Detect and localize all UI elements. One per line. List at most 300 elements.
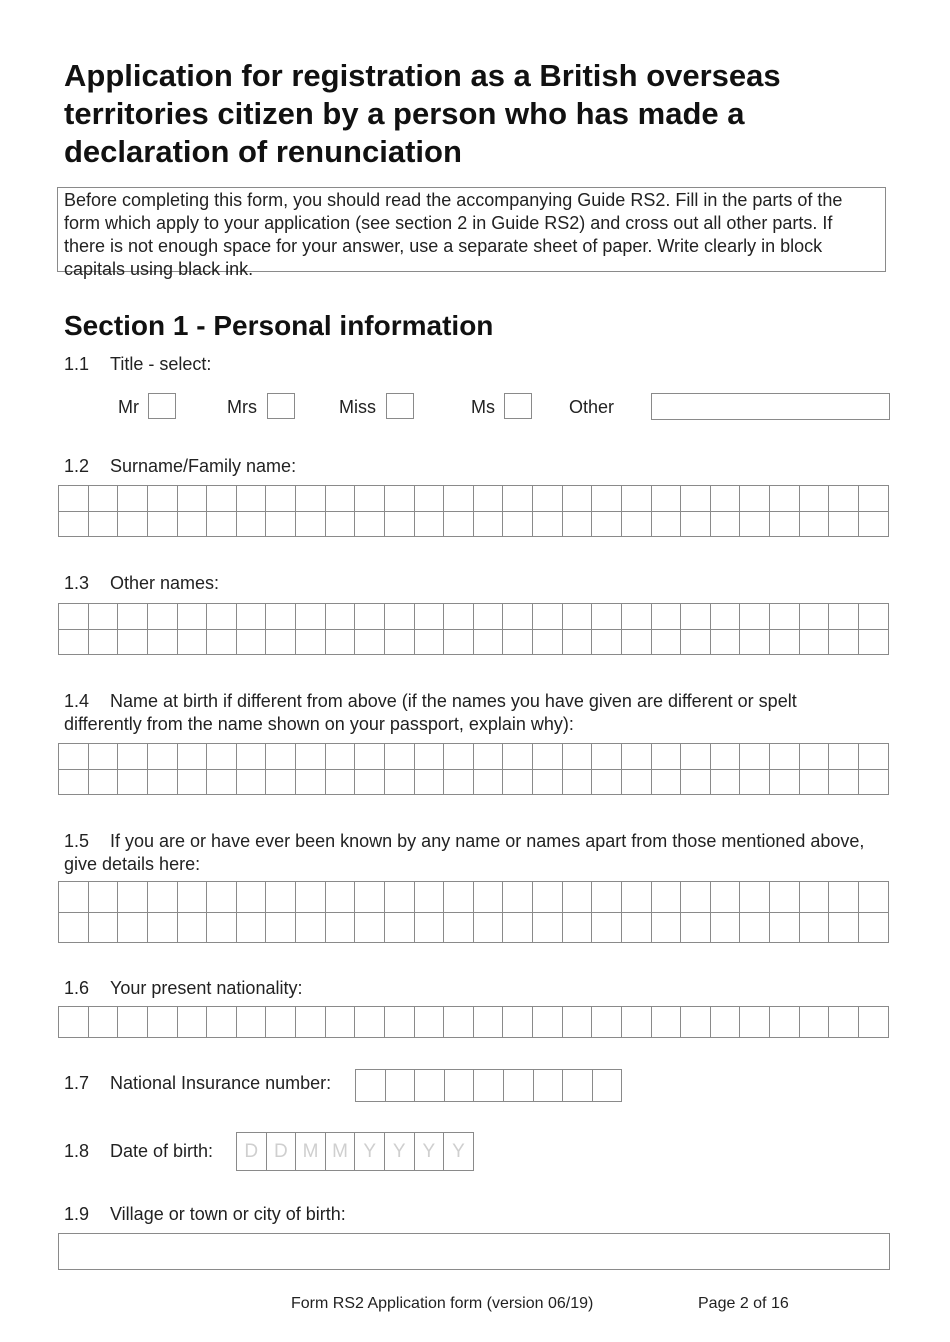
character-box[interactable] (207, 744, 237, 770)
character-box[interactable] (355, 770, 385, 796)
character-box[interactable] (385, 770, 415, 796)
character-box[interactable] (178, 770, 208, 796)
character-box[interactable] (415, 913, 445, 944)
character-box[interactable] (829, 630, 859, 656)
character-box[interactable] (711, 512, 741, 538)
character-box[interactable] (237, 913, 267, 944)
character-box[interactable] (385, 512, 415, 538)
character-box[interactable] (622, 744, 652, 770)
character-box[interactable] (148, 1007, 178, 1038)
dob-day-box[interactable]: D (237, 1133, 267, 1171)
character-box[interactable] (266, 604, 296, 630)
character-box[interactable] (859, 486, 889, 512)
ni-number-box[interactable] (563, 1070, 593, 1102)
character-box[interactable] (681, 630, 711, 656)
character-box[interactable] (148, 486, 178, 512)
character-box[interactable] (237, 486, 267, 512)
character-box[interactable] (533, 630, 563, 656)
character-box[interactable] (237, 512, 267, 538)
character-box[interactable] (859, 512, 889, 538)
character-box[interactable] (266, 913, 296, 944)
character-box[interactable] (89, 486, 119, 512)
character-box[interactable] (326, 1007, 356, 1038)
character-box[interactable] (859, 744, 889, 770)
character-box[interactable] (444, 744, 474, 770)
character-box[interactable] (178, 604, 208, 630)
character-box[interactable] (652, 744, 682, 770)
character-box[interactable] (474, 744, 504, 770)
character-box[interactable] (385, 882, 415, 913)
character-box[interactable] (622, 630, 652, 656)
character-box[interactable] (829, 486, 859, 512)
character-box[interactable] (355, 1007, 385, 1038)
character-box[interactable] (829, 744, 859, 770)
surname-input-grid[interactable] (58, 485, 889, 537)
character-box[interactable] (503, 604, 533, 630)
character-box[interactable] (326, 770, 356, 796)
character-box[interactable] (415, 882, 445, 913)
character-box[interactable] (296, 913, 326, 944)
character-box[interactable] (444, 913, 474, 944)
character-box[interactable] (355, 512, 385, 538)
character-box[interactable] (59, 882, 89, 913)
character-box[interactable] (503, 744, 533, 770)
character-box[interactable] (296, 486, 326, 512)
character-box[interactable] (415, 486, 445, 512)
character-box[interactable] (118, 512, 148, 538)
character-box[interactable] (355, 630, 385, 656)
character-box[interactable] (652, 913, 682, 944)
character-box[interactable] (59, 770, 89, 796)
character-box[interactable] (563, 882, 593, 913)
character-box[interactable] (503, 512, 533, 538)
character-box[interactable] (681, 604, 711, 630)
character-box[interactable] (59, 913, 89, 944)
ni-number-box[interactable] (534, 1070, 564, 1102)
ni-number-input[interactable] (355, 1069, 622, 1102)
character-box[interactable] (770, 913, 800, 944)
character-box[interactable] (711, 744, 741, 770)
ni-number-box[interactable] (386, 1070, 416, 1102)
character-box[interactable] (237, 1007, 267, 1038)
character-box[interactable] (592, 604, 622, 630)
character-box[interactable] (148, 913, 178, 944)
character-box[interactable] (622, 913, 652, 944)
question-number: 1.3 (64, 573, 90, 593)
character-box[interactable] (415, 770, 445, 796)
ni-number-box[interactable] (593, 1070, 623, 1102)
character-box[interactable] (859, 913, 889, 944)
question-number: 1.6 (64, 978, 90, 998)
character-box[interactable] (829, 913, 859, 944)
character-box[interactable] (503, 882, 533, 913)
character-box[interactable] (178, 1007, 208, 1038)
character-box[interactable] (503, 630, 533, 656)
character-box[interactable] (385, 604, 415, 630)
character-box[interactable] (829, 770, 859, 796)
ni-number-box[interactable] (415, 1070, 445, 1102)
character-box[interactable] (118, 882, 148, 913)
character-box[interactable] (474, 486, 504, 512)
character-box[interactable] (237, 604, 267, 630)
place-of-birth-input[interactable] (58, 1233, 890, 1270)
character-box[interactable] (296, 604, 326, 630)
character-box[interactable] (592, 770, 622, 796)
character-box[interactable] (592, 913, 622, 944)
character-box[interactable] (178, 882, 208, 913)
character-box[interactable] (415, 630, 445, 656)
character-box[interactable] (829, 882, 859, 913)
character-box[interactable] (178, 744, 208, 770)
character-box[interactable] (444, 604, 474, 630)
character-box[interactable] (444, 486, 474, 512)
character-box[interactable] (118, 744, 148, 770)
character-box[interactable] (266, 630, 296, 656)
character-box[interactable] (770, 1007, 800, 1038)
character-box[interactable] (266, 770, 296, 796)
dob-day-box[interactable]: D (267, 1133, 297, 1171)
character-box[interactable] (89, 604, 119, 630)
character-box[interactable] (859, 882, 889, 913)
character-box[interactable] (711, 486, 741, 512)
character-box[interactable] (592, 1007, 622, 1038)
character-box[interactable] (592, 882, 622, 913)
character-box[interactable] (178, 512, 208, 538)
character-box[interactable] (444, 630, 474, 656)
character-box[interactable] (770, 744, 800, 770)
character-box[interactable] (415, 604, 445, 630)
title-option-mrs-label: Mrs (227, 397, 257, 417)
dob-month-box[interactable]: M (326, 1133, 356, 1171)
character-box[interactable] (266, 512, 296, 538)
character-box[interactable] (592, 486, 622, 512)
character-box[interactable] (237, 744, 267, 770)
character-box[interactable] (563, 744, 593, 770)
character-box[interactable] (237, 630, 267, 656)
ni-number-box[interactable] (445, 1070, 475, 1102)
character-box[interactable] (326, 882, 356, 913)
character-box[interactable] (355, 604, 385, 630)
character-box[interactable] (740, 882, 770, 913)
character-box[interactable] (652, 512, 682, 538)
character-box[interactable] (118, 770, 148, 796)
character-box[interactable] (474, 630, 504, 656)
other-names-input-grid[interactable] (58, 603, 889, 655)
character-box[interactable] (89, 770, 119, 796)
character-box[interactable] (503, 1007, 533, 1038)
character-box[interactable] (740, 1007, 770, 1038)
character-box[interactable] (800, 1007, 830, 1038)
character-box[interactable] (800, 770, 830, 796)
character-box[interactable] (266, 882, 296, 913)
character-box[interactable] (800, 744, 830, 770)
character-box[interactable] (207, 882, 237, 913)
character-box[interactable] (444, 770, 474, 796)
character-box[interactable] (89, 913, 119, 944)
character-box[interactable] (118, 1007, 148, 1038)
title-other-input[interactable] (651, 393, 890, 420)
character-box[interactable] (148, 882, 178, 913)
character-box[interactable] (444, 512, 474, 538)
character-box[interactable] (118, 604, 148, 630)
character-box[interactable] (563, 770, 593, 796)
character-box[interactable] (415, 1007, 445, 1038)
character-box[interactable] (740, 913, 770, 944)
character-box[interactable] (800, 913, 830, 944)
character-box[interactable] (770, 512, 800, 538)
character-box[interactable] (385, 486, 415, 512)
character-box[interactable] (533, 913, 563, 944)
character-box[interactable] (178, 486, 208, 512)
character-box[interactable] (355, 913, 385, 944)
character-box[interactable] (266, 744, 296, 770)
character-box[interactable] (770, 882, 800, 913)
grid-row (59, 486, 889, 512)
character-box[interactable] (237, 882, 267, 913)
character-box[interactable] (563, 512, 593, 538)
question-label: Title - select: (110, 354, 212, 374)
character-box[interactable] (474, 770, 504, 796)
character-box[interactable] (533, 882, 563, 913)
title-mrs-checkbox[interactable] (267, 393, 295, 419)
character-box[interactable] (533, 770, 563, 796)
dob-month-box[interactable]: M (296, 1133, 326, 1171)
character-box[interactable] (770, 630, 800, 656)
character-box[interactable] (711, 882, 741, 913)
character-box[interactable] (711, 604, 741, 630)
character-box[interactable] (622, 486, 652, 512)
dob-year-box[interactable]: Y (355, 1133, 385, 1171)
character-box[interactable] (355, 486, 385, 512)
character-box[interactable] (385, 744, 415, 770)
character-box[interactable] (59, 512, 89, 538)
question-label: National Insurance number: (110, 1073, 332, 1093)
date-of-birth-input[interactable] (236, 1132, 474, 1171)
character-box[interactable] (533, 512, 563, 538)
character-box[interactable] (622, 882, 652, 913)
character-box[interactable] (415, 744, 445, 770)
character-box[interactable] (148, 630, 178, 656)
character-box[interactable] (59, 486, 89, 512)
character-box[interactable] (800, 630, 830, 656)
character-box[interactable] (296, 512, 326, 538)
character-box[interactable] (652, 630, 682, 656)
question-label: If you are or have ever been known by any name or names apart from those mentioned above, give details here: (64, 831, 865, 874)
character-box[interactable] (148, 512, 178, 538)
character-box[interactable] (681, 512, 711, 538)
character-box[interactable] (503, 486, 533, 512)
character-box[interactable] (800, 486, 830, 512)
character-box[interactable] (770, 770, 800, 796)
character-box[interactable] (178, 630, 208, 656)
character-box[interactable] (89, 630, 119, 656)
character-box[interactable] (711, 630, 741, 656)
title-option-other-label: Other (569, 397, 615, 417)
dob-year-box[interactable]: Y (415, 1133, 445, 1171)
character-box[interactable] (829, 1007, 859, 1038)
character-box[interactable] (148, 604, 178, 630)
question-number: 1.2 (64, 456, 90, 476)
character-box[interactable] (652, 770, 682, 796)
character-box[interactable] (474, 913, 504, 944)
name-at-birth-input-grid[interactable] (58, 743, 889, 795)
character-box[interactable] (148, 770, 178, 796)
character-box[interactable] (148, 744, 178, 770)
title-ms-checkbox[interactable] (504, 393, 532, 419)
character-box[interactable] (740, 770, 770, 796)
character-box[interactable] (563, 604, 593, 630)
title-miss-checkbox[interactable] (386, 393, 414, 419)
character-box[interactable] (118, 630, 148, 656)
character-box[interactable] (711, 1007, 741, 1038)
character-box[interactable] (652, 882, 682, 913)
character-box[interactable] (59, 1007, 89, 1038)
character-box[interactable] (681, 744, 711, 770)
known-names-input-grid[interactable] (58, 881, 889, 943)
character-box[interactable] (740, 744, 770, 770)
character-box[interactable] (770, 604, 800, 630)
character-box[interactable] (800, 604, 830, 630)
character-box[interactable] (503, 913, 533, 944)
character-box[interactable] (740, 630, 770, 656)
character-box[interactable] (207, 512, 237, 538)
question-name-at-birth (64, 690, 874, 736)
character-box[interactable] (533, 744, 563, 770)
character-box[interactable] (859, 770, 889, 796)
character-box[interactable] (207, 913, 237, 944)
character-box[interactable] (118, 486, 148, 512)
character-box[interactable] (829, 512, 859, 538)
character-box[interactable] (59, 744, 89, 770)
character-box[interactable] (326, 486, 356, 512)
intro-instructions: Before completing this form, you should read the accompanying Guide RS2. Fill in the parts of the form which apply to your application (see section 2 in Guide RS2) and cross out all other parts. If there is not enough space for your answer, use a separate sheet of paper. Write clearly in block capitals using black ink. (57, 187, 886, 272)
question-number: 1.1 (64, 354, 90, 374)
question-label: Your present nationality: (110, 978, 303, 998)
character-box[interactable] (385, 913, 415, 944)
character-box[interactable] (563, 486, 593, 512)
character-box[interactable] (444, 882, 474, 913)
character-box[interactable] (474, 882, 504, 913)
character-box[interactable] (296, 744, 326, 770)
character-box[interactable] (681, 770, 711, 796)
character-box[interactable] (800, 882, 830, 913)
character-box[interactable] (89, 744, 119, 770)
character-box[interactable] (266, 486, 296, 512)
character-box[interactable] (207, 770, 237, 796)
character-box[interactable] (237, 770, 267, 796)
dob-year-box[interactable]: Y (385, 1133, 415, 1171)
character-box[interactable] (563, 630, 593, 656)
character-box[interactable] (326, 604, 356, 630)
character-box[interactable] (474, 604, 504, 630)
character-box[interactable] (740, 604, 770, 630)
character-box[interactable] (622, 1007, 652, 1038)
question-nationality (64, 977, 302, 1000)
character-box[interactable] (740, 512, 770, 538)
character-box[interactable] (740, 486, 770, 512)
character-box[interactable] (474, 512, 504, 538)
character-box[interactable] (503, 770, 533, 796)
title-option-miss-label: Miss (339, 397, 376, 417)
ni-number-box[interactable] (356, 1070, 386, 1102)
character-box[interactable] (207, 630, 237, 656)
character-box[interactable] (829, 604, 859, 630)
character-box[interactable] (326, 744, 356, 770)
character-box[interactable] (563, 1007, 593, 1038)
character-box[interactable] (681, 1007, 711, 1038)
character-box[interactable] (652, 1007, 682, 1038)
grid-row (59, 604, 889, 630)
ni-number-box[interactable] (504, 1070, 534, 1102)
title-mr-checkbox[interactable] (148, 393, 176, 419)
character-box[interactable] (355, 882, 385, 913)
character-box[interactable] (681, 486, 711, 512)
character-box[interactable] (296, 1007, 326, 1038)
character-box[interactable] (859, 1007, 889, 1038)
dob-year-box[interactable]: Y (444, 1133, 474, 1171)
character-box[interactable] (326, 913, 356, 944)
character-box[interactable] (326, 512, 356, 538)
character-box[interactable] (533, 604, 563, 630)
character-box[interactable] (207, 486, 237, 512)
character-box[interactable] (622, 604, 652, 630)
question-date-of-birth (64, 1140, 213, 1163)
character-box[interactable] (296, 882, 326, 913)
character-box[interactable] (681, 882, 711, 913)
character-box[interactable] (296, 630, 326, 656)
character-box[interactable] (89, 512, 119, 538)
character-box[interactable] (652, 604, 682, 630)
character-box[interactable] (563, 913, 593, 944)
nationality-input-grid[interactable] (58, 1006, 889, 1038)
character-box[interactable] (533, 1007, 563, 1038)
character-box[interactable] (770, 486, 800, 512)
character-box[interactable] (385, 630, 415, 656)
character-box[interactable] (622, 512, 652, 538)
character-box[interactable] (207, 1007, 237, 1038)
character-box[interactable] (592, 512, 622, 538)
character-box[interactable] (355, 744, 385, 770)
character-box[interactable] (533, 486, 563, 512)
character-box[interactable] (859, 630, 889, 656)
character-box[interactable] (592, 744, 622, 770)
character-box[interactable] (444, 1007, 474, 1038)
character-box[interactable] (800, 512, 830, 538)
character-box[interactable] (207, 604, 237, 630)
character-box[interactable] (118, 913, 148, 944)
character-box[interactable] (415, 512, 445, 538)
character-box[interactable] (622, 770, 652, 796)
character-box[interactable] (859, 604, 889, 630)
character-box[interactable] (711, 913, 741, 944)
character-box[interactable] (592, 630, 622, 656)
character-box[interactable] (652, 486, 682, 512)
character-box[interactable] (385, 1007, 415, 1038)
character-box[interactable] (711, 770, 741, 796)
ni-number-box[interactable] (474, 1070, 504, 1102)
character-box[interactable] (89, 1007, 119, 1038)
character-box[interactable] (59, 630, 89, 656)
character-box[interactable] (681, 913, 711, 944)
character-box[interactable] (296, 770, 326, 796)
character-box[interactable] (89, 882, 119, 913)
character-box[interactable] (266, 1007, 296, 1038)
character-box[interactable] (178, 913, 208, 944)
character-box[interactable] (326, 630, 356, 656)
character-box[interactable] (59, 604, 89, 630)
question-label: Surname/Family name: (110, 456, 297, 476)
character-box[interactable] (474, 1007, 504, 1038)
